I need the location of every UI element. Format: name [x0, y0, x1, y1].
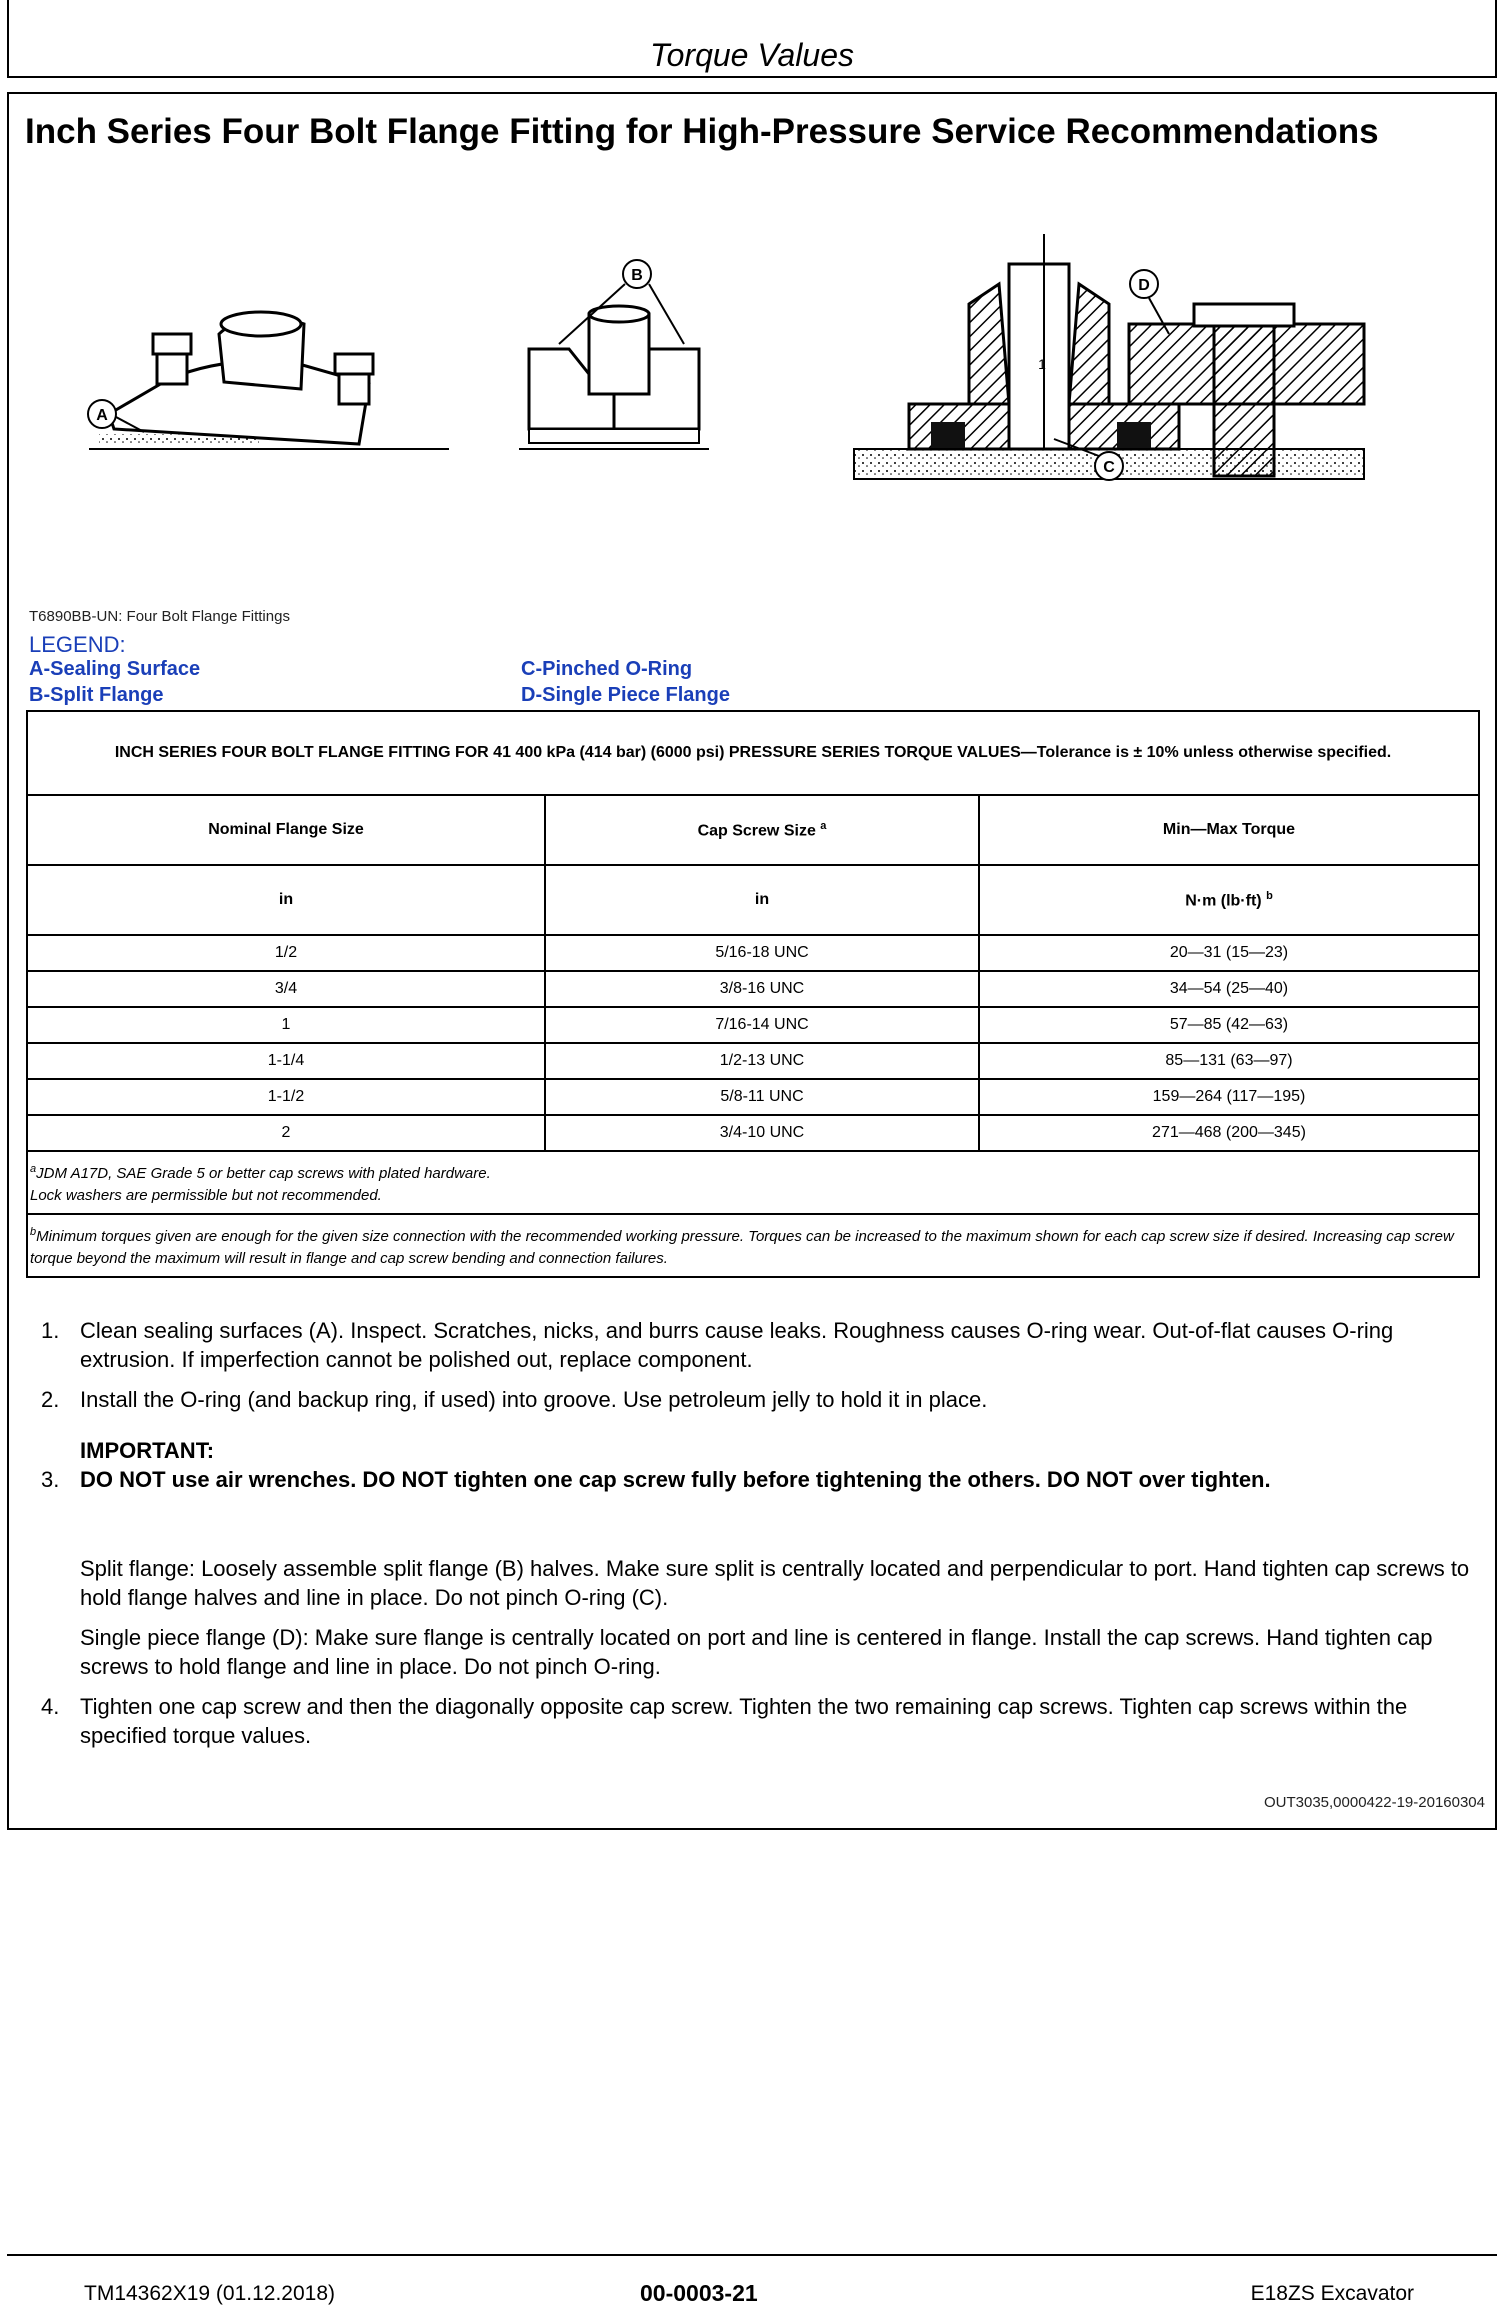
legend-title: LEGEND: [29, 632, 126, 657]
figure-caption: T6890BB-UN: Four Bolt Flange Fittings [29, 608, 290, 625]
important-label: IMPORTANT: [80, 1438, 215, 1463]
cell-flange-size: 1 [27, 1007, 545, 1043]
header-title: Torque Values [650, 37, 854, 73]
column-header-flange-size: Nominal Flange Size [27, 795, 545, 865]
table-row [27, 935, 1479, 971]
cell-torque: 85—131 (63—97) [979, 1043, 1479, 1079]
document-reference: OUT3035,0000422-19-20160304 [1263, 1794, 1485, 1811]
legend-item-d: D-Single Piece Flange [521, 684, 730, 706]
unit-cap-screw: in [545, 865, 979, 935]
table-row [27, 1079, 1479, 1115]
cell-cap-screw: 5/16-18 UNC [545, 935, 979, 971]
single-piece-flange-section [854, 234, 1364, 480]
cell-torque: 34—54 (25—40) [979, 971, 1479, 1007]
callout-c: C [1103, 459, 1115, 476]
important-warning: DO NOT use air wrenches. DO NOT tighten one cap screw fully before tightening the others. DO NOT over tighten. [80, 1467, 1271, 1492]
procedure-steps [29, 1316, 1489, 1761]
cell-flange-size: 1-1/2 [27, 1079, 545, 1115]
footnote-b: $^b$Minimum torques given are enough for the given size connection with the recommended working pressure. Torques can be increased to the maximum shown for each cap screw size if desired. Increasing cap screw torque beyond the maximum will result in flange and cap screw bending and connection failures. [27, 1214, 1479, 1277]
step-2: 2. Install the O-ring (and backup ring, if used) into groove. Use petroleum jelly to hold it in place. [41, 1387, 988, 1412]
cell-flange-size: 1/2 [27, 935, 545, 971]
content-frame [7, 92, 1497, 1830]
table-heading: INCH SERIES FOUR BOLT FLANGE FITTING FOR 41 400 kPa (414 bar) (6000 psi) PRESSURE SERIES TORQUE VALUES—Tolerance is ± 10% unless otherwise specified. [27, 711, 1479, 795]
column-header-cap-screw-size: Cap Screw Size $^a$ [545, 795, 979, 865]
footnote-a: $^a$JDM A17D, SAE Grade 5 or better cap screws with plated hardware. Lock washers are permissible but not recommended. [27, 1151, 1479, 1214]
torque-table [26, 710, 1480, 1278]
cell-flange-size: 3/4 [27, 971, 545, 1007]
cell-cap-screw: 3/4-10 UNC [545, 1115, 979, 1151]
footer-manual-id: TM14362X19 (01.12.2018) [84, 2282, 336, 2305]
legend-item-b: B-Split Flange [29, 684, 164, 706]
callout-a: A [96, 407, 108, 424]
step-4: 4. Tighten one cap screw and then the diagonally opposite cap screw. Tighten the two remaining cap screws. Tighten cap screws within the specified torque values. [41, 1694, 1408, 1748]
cell-cap-screw: 3/8-16 UNC [545, 971, 979, 1007]
cell-cap-screw: 5/8-11 UNC [545, 1079, 979, 1115]
cell-torque: 271—468 (200—345) [979, 1115, 1479, 1151]
cell-cap-screw: 1/2-13 UNC [545, 1043, 979, 1079]
step-1: 1. Clean sealing surfaces (A). Inspect. Scratches, nicks, and burrs cause leaks. Roughness causes O-ring wear. Out-of-flat causes O-ring extrusion. If imperfection cannot be polished out, replace component. [41, 1318, 1394, 1372]
flange-fittings-figure [69, 204, 1369, 584]
callout-d: D [1138, 277, 1150, 294]
split-flange-drawing [519, 260, 709, 449]
callout-1: 1 [1038, 356, 1046, 372]
table-row [27, 1007, 1479, 1043]
cell-torque: 159—264 (117—195) [979, 1079, 1479, 1115]
cell-cap-screw: 7/16-14 UNC [545, 1007, 979, 1043]
page-header [7, 0, 1497, 78]
unit-flange-size: in [27, 865, 545, 935]
cell-torque: 20—31 (15—23) [979, 935, 1479, 971]
footer-rule [7, 2254, 1497, 2256]
sealing-surface-drawing [88, 312, 449, 449]
split-flange-instruction: Split flange: Loosely assemble split flange (B) halves. Make sure split is centrally located and perpendicular to port. Hand tighten cap screws to hold flange halves and line in place. Do not pinch O-ring (C). [80, 1556, 1470, 1610]
footer-page-number: 00-0003-21 [640, 2280, 758, 2306]
legend-item-a: A-Sealing Surface [29, 658, 201, 680]
cell-flange-size: 1-1/4 [27, 1043, 545, 1079]
step-3: IMPORTANT: 3. DO NOT use air wrenches. DO NOT tighten one cap screw fully before tightening the others. DO NOT over tighten. Split flange: Loosely assemble split flange (B) halves. Make sure split is centrally located and perpendicular to port. Hand tighten cap screws to hold flange halves and line in place. Do not pinch O-ring (C). Single piece flange (D): Make sure flange is centrally located on port and line is centered in flange. Install the cap screws. Hand tighten cap screws to hold flange and line in place. Do not pinch O-ring. [29, 1436, 1489, 1681]
callout-b: B [631, 267, 643, 284]
single-flange-instruction: Single piece flange (D): Make sure flange is centrally located on port and line is centered in flange. Install the cap screws. Hand tighten cap screws to hold flange and line in place. Do not pinch O-ring. [80, 1625, 1433, 1679]
cell-torque: 57—85 (42—63) [979, 1007, 1479, 1043]
legend-item-c: C-Pinched O-Ring [521, 658, 693, 680]
table-row [27, 971, 1479, 1007]
footer-model: E18ZS Excavator [1250, 2282, 1414, 2305]
table-row [27, 1115, 1479, 1151]
table-row [27, 1043, 1479, 1079]
unit-torque: N·m (lb·ft) $^b$ [979, 865, 1479, 935]
section-title: Inch Series Four Bolt Flange Fitting for High-Pressure Service Recommendations [25, 112, 1379, 151]
cell-flange-size: 2 [27, 1115, 545, 1151]
column-header-torque: Min—Max Torque [979, 795, 1479, 865]
